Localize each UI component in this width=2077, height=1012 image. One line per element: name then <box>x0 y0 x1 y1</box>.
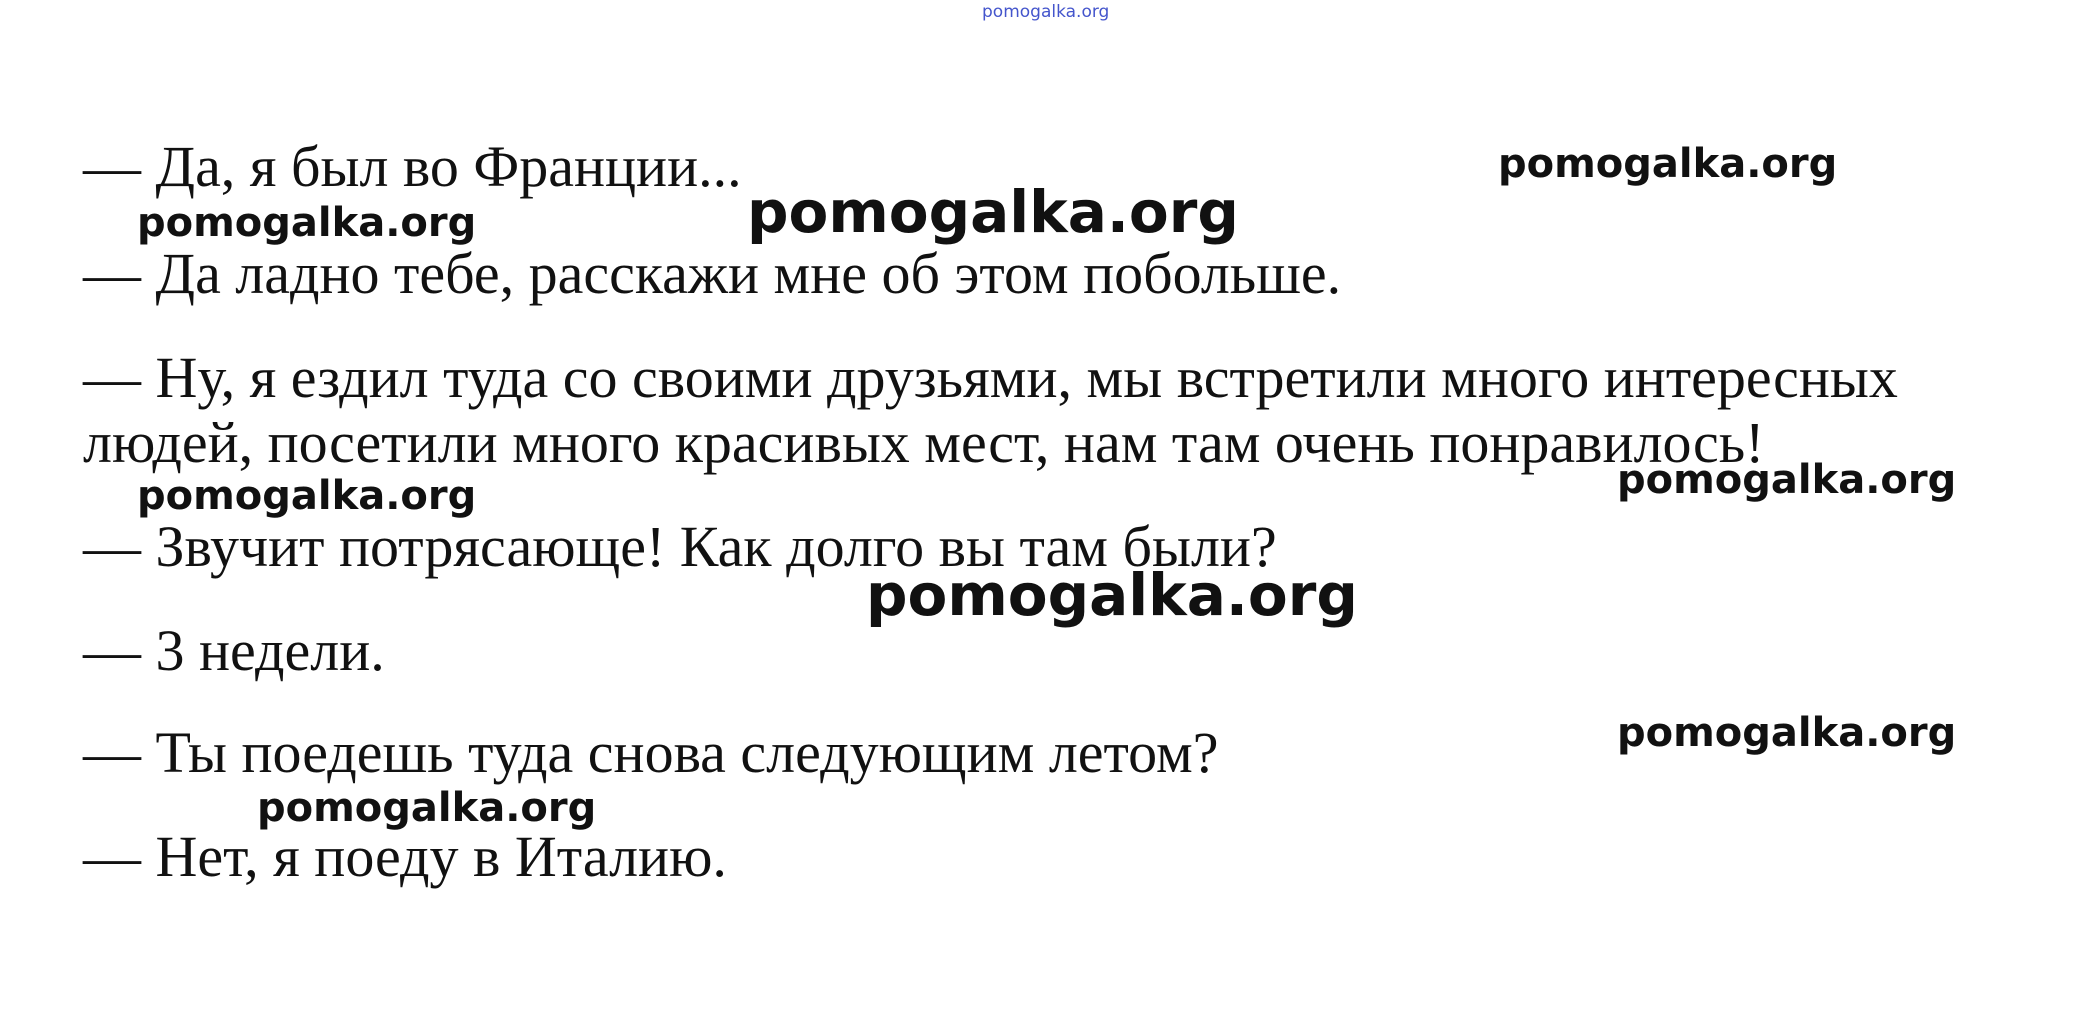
dialogue-line: — Да ладно тебе, расскажи мне об этом побольше. <box>83 241 1342 306</box>
watermark: pomogalka.org <box>137 473 477 519</box>
dialogue-line: — Нет, я поеду в Италию. <box>83 824 727 889</box>
dialogue-line: — Да, я был во Франции... <box>83 134 742 199</box>
watermark: pomogalka.org <box>747 178 1239 246</box>
watermark: pomogalka.org <box>257 785 597 831</box>
watermark: pomogalka.org <box>1498 141 1838 187</box>
header-watermark: pomogalka.org <box>982 2 1110 22</box>
dialogue-line: людей, посетили много красивых мест, нам там очень понравилось! <box>83 410 1765 475</box>
dialogue-line: — Ну, я ездил туда со своими друзьями, мы встретили много интересных <box>83 345 1898 410</box>
watermark: pomogalka.org <box>1617 457 1957 503</box>
dialogue-line: — Ты поедешь туда снова следующим летом? <box>83 720 1219 785</box>
watermark: pomogalka.org <box>137 200 477 246</box>
dialogue-line: — Звучит потрясающе! Как долго вы там были? <box>83 514 1277 579</box>
watermark: pomogalka.org <box>866 561 1358 629</box>
watermark: pomogalka.org <box>1617 710 1957 756</box>
dialogue-line: — 3 недели. <box>83 618 385 683</box>
